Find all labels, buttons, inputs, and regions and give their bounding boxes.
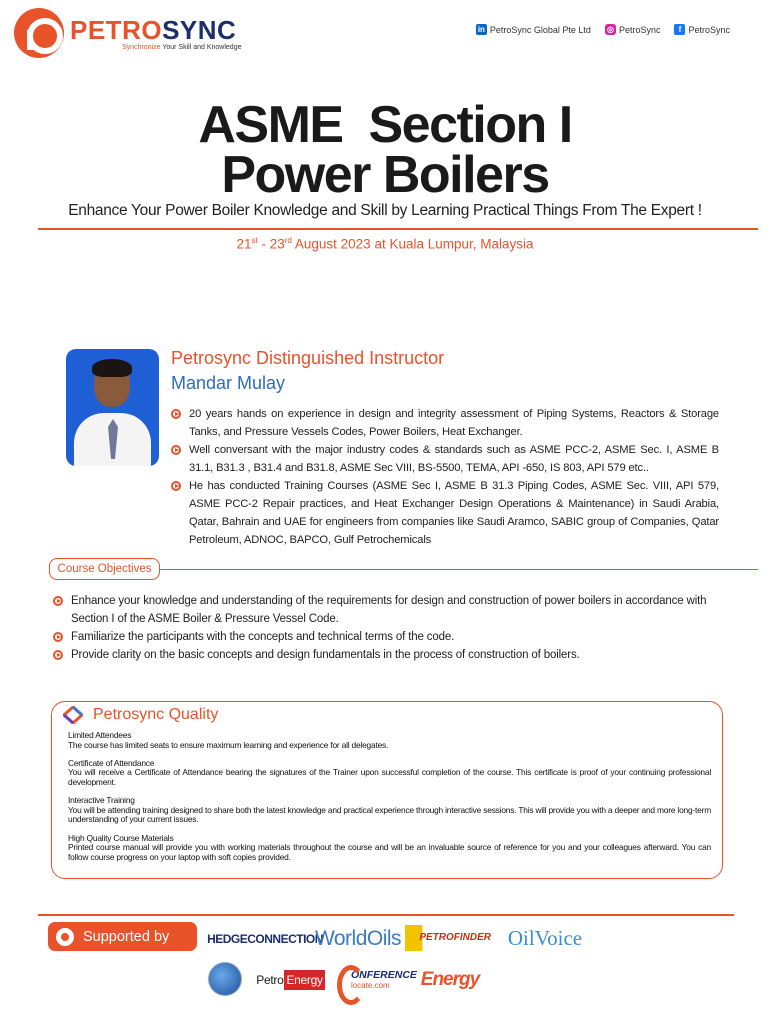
social-facebook-label: PetroSync [688,24,730,35]
bullet-arrow-icon [53,632,63,642]
bullet-arrow-icon [171,481,181,491]
social-linkedin[interactable] [476,24,591,35]
oilvoice-logo: OilVoice [507,925,583,950]
linkedin-icon: in [477,24,485,34]
course-objectives-list [53,592,713,664]
instructor-name: Mandar Mulay [171,373,286,393]
list-item: Interactive Training You will be attending training designed to share both the latest knowledge and practical experience through interactive sessions. This will provide you with a deeper and more long-term understanding of your current issues. [68,795,711,825]
list-item: Well conversant with the major industry codes & standards such as ASME PCC-2, ASME Sec. I, ASME B 31.1, B31.3 , B31.4 and B31.8, ASME Sec VIII, BS-5500, TEMA, API -650, IS 803, API 579 etc.. [171,441,719,477]
social-linkedin-label: PetroSync Global Pte Ltd [489,24,591,35]
list-item: 20 years hands on experience in design and integrity assessment of Piping Systems, Reactors & Storage Tanks, and Pressure Vessels Codes, Power Boilers, Heat Exchanger. [171,405,719,441]
petrosync-logo [14,8,241,58]
instructor-experience-list [171,405,719,549]
list-item: Enhance your knowledge and understanding of the requirements for design and construction of power boilers in accordance with Section I of the ASME Boiler & Pressure Vessel Code. [53,592,713,628]
social-instagram[interactable] [605,24,661,35]
supported-by-badge [48,922,197,951]
course-title-line1: ASME Section I [198,96,572,154]
social-facebook[interactable] [674,24,730,35]
instructor-heading: Petrosync Distinguished Instructor [171,348,445,368]
instagram-icon: ◎ [605,24,616,35]
bullet-arrow-icon [171,409,181,419]
course-title-line2: Power Boilers [221,146,549,204]
conferencelocate-logo: ONFERENCE locate.com [337,963,403,997]
petrofinder-logo: PETROFINDER [405,925,493,951]
bullet-arrow-icon [171,445,181,455]
petroenergy-logo: Petro Energy [251,968,329,992]
list-item: High Quality Course Materials Printed course manual will provide you with working materials throughout the course and will be an invaluable source of reference for you and your colleagues afterward. You can follow course progress on your laptop with soft copies provided. [68,832,711,862]
circle-bullet-icon [56,928,74,946]
quality-icon [63,706,83,724]
quality-items [68,731,711,871]
list-item: Limited Attendees The course has limited seats to ensure maximum learning and experience for all delegates. [68,730,389,750]
brand-tagline: Synchronize Your Skill and Knowledge [122,43,242,51]
list-item: Familiarize the participants with the concepts and technical terms of the code. [53,628,713,646]
social-instagram-label: PetroSync [618,24,661,35]
divider [38,228,758,230]
divider [160,569,758,570]
supported-by-label: Supported by [83,928,170,945]
divider [38,914,734,916]
bullet-arrow-icon [53,596,63,606]
facebook-icon: f [674,24,685,35]
course-subtitle: Enhance Your Power Boiler Knowledge and Skill by Learning Practical Things From The Expert ! [68,202,702,219]
brand-name: PETROSYNC [70,14,237,45]
list-item: He has conducted Training Courses (ASME Sec I, ASME B 31.3 Piping Codes, ASME Sec. VIII, API 579, ASME PCC-2 Repair practices, and Heat Exchanger Design Operations & Maintenance) in Saudi Arabia, Qatar, Bahrain and UAE for engineers from companies like Saudi Aramco, SABIC group of Companies, Qatar Petroleum, ADNOC, BAPCO, Gulf Petrochemicals [171,477,719,549]
instructor-photo [66,349,159,466]
worldoils-logo: WorldOils [314,926,402,950]
bullet-arrow-icon [53,650,63,660]
hedgeconnection-logo: HEDGECONNECTION [207,932,323,946]
course-objectives-label: Course Objectives [49,558,160,580]
list-item: Provide clarity on the basic concepts and design fundamentals in the process of construction of boilers. [53,646,713,664]
petrosync-logo-mark-icon [14,8,64,58]
globe-logo [208,962,242,996]
course-date-location: 21st - 23rd August 2023 at Kuala Lumpur, Malaysia [236,236,534,252]
quality-heading: Petrosync Quality [93,706,219,723]
list-item: Certificate of Attendance You will receive a Certificate of Attendance bearing the signatures of the Trainer upon successful completion of the course. This certificate is proof of your continuing professional development. [68,757,711,787]
energy-update-logo: Energy [420,968,480,990]
social-links [476,24,730,35]
